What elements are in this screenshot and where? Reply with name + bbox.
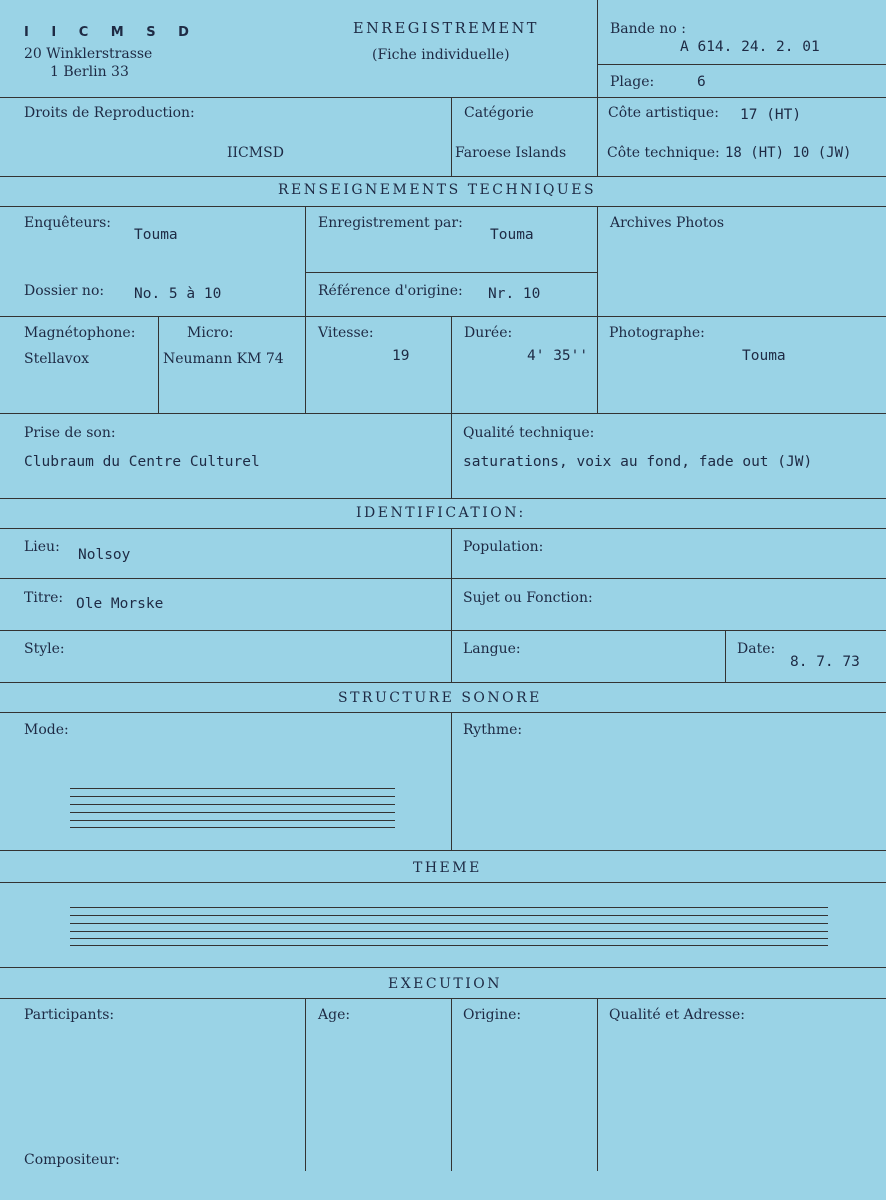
titre-label: Titre: <box>24 590 64 606</box>
mode-label: Mode: <box>24 722 69 738</box>
titre-value: Ole Morske <box>76 596 164 612</box>
origine-label: Origine: <box>463 1007 522 1023</box>
categorie-value: Faroese Islands <box>455 145 567 161</box>
enqueteurs-label: Enquêteurs: <box>24 215 112 231</box>
org-city: 1 Berlin 33 <box>50 64 129 80</box>
org-name: I I C M S D <box>24 25 198 40</box>
micro-value: Neumann KM 74 <box>163 351 284 367</box>
prise-value: Clubraum du Centre Culturel <box>24 454 260 470</box>
archives-label: Archives Photos <box>610 215 725 231</box>
qualite-value: saturations, voix au fond, fade out (JW) <box>463 454 813 470</box>
vitesse-value: 19 <box>392 348 410 364</box>
prise-label: Prise de son: <box>24 425 116 441</box>
photographe-value: Touma <box>742 348 786 364</box>
cote-artistique-value: 17 (HT) <box>740 107 802 123</box>
technique-heading: RENSEIGNEMENTS TECHNIQUES <box>278 182 597 198</box>
micro-label: Micro: <box>187 325 234 341</box>
bande-label: Bande no : <box>610 21 686 37</box>
plage-label: Plage: <box>610 74 655 90</box>
categorie-label: Catégorie <box>464 105 534 121</box>
lieu-value: Nolsoy <box>78 547 131 563</box>
enregistrement-par-value: Touma <box>490 227 534 243</box>
magnetophone-label: Magnétophone: <box>24 325 136 341</box>
date-value: 8. 7. 73 <box>790 654 860 670</box>
photographe-label: Photographe: <box>609 325 705 341</box>
identification-heading: IDENTIFICATION: <box>356 505 526 521</box>
compositeur-label: Compositeur: <box>24 1152 120 1168</box>
org-street: 20 Winklerstrasse <box>24 46 153 62</box>
theme-heading: THEME <box>413 860 482 876</box>
date-label: Date: <box>737 641 776 657</box>
lieu-label: Lieu: <box>24 539 60 555</box>
cote-artistique-label: Côte artistique: <box>608 105 719 121</box>
langue-label: Langue: <box>463 641 521 657</box>
reference-value: Nr. 10 <box>488 286 541 302</box>
duree-label: Durée: <box>464 325 513 341</box>
enqueteurs-value: Touma <box>134 227 178 243</box>
plage-value: 6 <box>697 74 706 90</box>
enregistrement-par-label: Enregistrement par: <box>318 215 463 231</box>
execution-heading: EXECUTION <box>388 976 503 992</box>
population-label: Population: <box>463 539 544 555</box>
reference-label: Référence d'origine: <box>318 283 463 299</box>
vitesse-label: Vitesse: <box>318 325 374 341</box>
droits-value: IICMSD <box>227 145 284 161</box>
structure-heading: STRUCTURE SONORE <box>338 690 542 706</box>
cote-technique-label: Côte technique: <box>607 145 720 161</box>
cote-technique-value: 18 (HT) 10 (JW) <box>725 145 852 161</box>
form-subtitle: (Fiche individuelle) <box>372 47 510 63</box>
qualite-adresse-label: Qualité et Adresse: <box>609 1007 745 1023</box>
age-label: Age: <box>318 1007 351 1023</box>
form-title: ENREGISTREMENT <box>353 21 539 37</box>
dossier-value: No. 5 à 10 <box>134 286 222 302</box>
magnetophone-value: Stellavox <box>24 351 90 367</box>
qualite-label: Qualité technique: <box>463 425 595 441</box>
style-label: Style: <box>24 641 65 657</box>
duree-value: 4' 35'' <box>527 348 589 364</box>
participants-label: Participants: <box>24 1007 115 1023</box>
bande-value: A 614. 24. 2. 01 <box>680 39 820 55</box>
rythme-label: Rythme: <box>463 722 523 738</box>
dossier-label: Dossier no: <box>24 283 105 299</box>
sujet-label: Sujet ou Fonction: <box>463 590 593 606</box>
droits-label: Droits de Reproduction: <box>24 105 195 121</box>
